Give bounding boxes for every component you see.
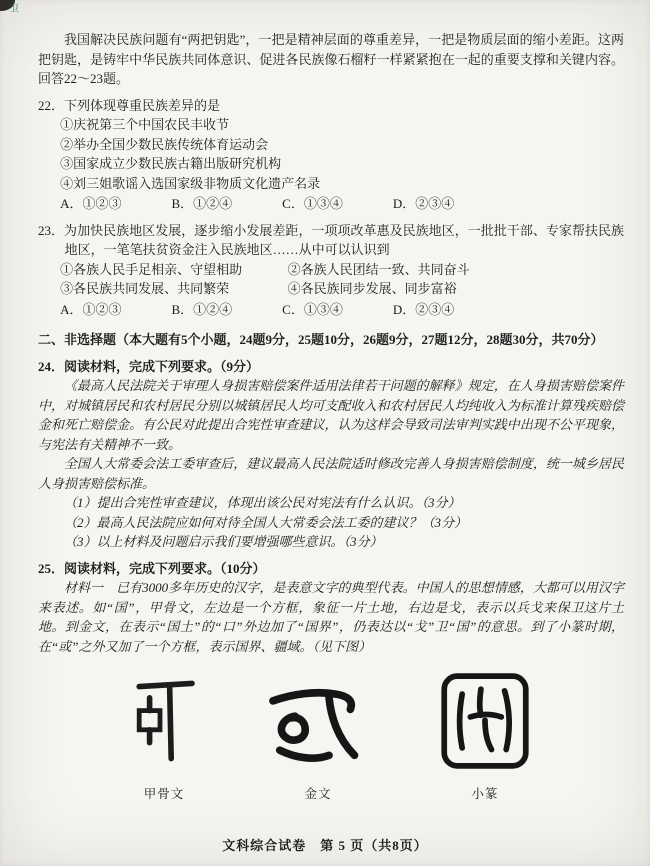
option-item: ②各族人民团结一致、共同奋斗 bbox=[287, 261, 470, 277]
question-23-stem: 23．为加快民族地区发展，逐步缩小发展差距，一项项改革惠及民族地区，一批批干部、专家帮扶民族地区，一笔笔扶贫资金注入民族地区……从中可以认识到 bbox=[38, 222, 624, 257]
small-seal-script-glyph-icon bbox=[436, 668, 534, 774]
question-25-material: 材料一 已有3000多年历史的汉字，是表意文字的典型代表。中国人的思想情感，大都可以用汉字来表述。如“国”，甲骨文，左边是一个方框，象征一片土地，右边是戈，表示以兵戈来保卫这片土地。到金文，在表示“国土”的“口”外边加了“国界”，仍表达以“戈”卫“国”的意思。到了小篆时期，在“或”之外又加了一个方框，表示国界、疆域。（见下图） bbox=[38, 580, 624, 654]
question-25-stem: 25．阅读材料，完成下列要求。（10分） bbox=[38, 560, 266, 576]
question-23-choices bbox=[38, 300, 624, 320]
choice-a: A．①②③ bbox=[60, 196, 122, 211]
oracle-bone-script-glyph-icon bbox=[128, 668, 200, 774]
choice-c: C．①③④ bbox=[282, 196, 343, 211]
question-22 bbox=[38, 96, 624, 214]
subquestion-2: （2）最高人民法院应如何对待全国人大常委会法工委的建议？（3分） bbox=[64, 514, 468, 530]
ancient-script-figure bbox=[38, 668, 624, 804]
subquestion-1: （1）提出合宪性审查建议，体现出该公民对宪法有什么认识。（3分） bbox=[64, 495, 461, 510]
question-22-choices bbox=[38, 194, 624, 214]
choice-b: B．①②④ bbox=[171, 301, 233, 317]
subquestion-3: （3）以上材料及问题启示我们要增强哪些意识。（3分） bbox=[64, 534, 383, 549]
oracle-bone-figure bbox=[128, 668, 200, 804]
question-23-options bbox=[38, 260, 624, 299]
small-seal-label: 小篆 bbox=[471, 787, 499, 801]
bronze-script-figure bbox=[262, 672, 374, 804]
choice-d: D．②③④ bbox=[392, 301, 455, 317]
choice-d: D．②③④ bbox=[392, 196, 455, 211]
option-item: ②举办全国少数民族传统体育运动会 bbox=[60, 136, 269, 152]
question-22-options bbox=[38, 115, 624, 193]
choice-a: A．①②③ bbox=[60, 301, 122, 317]
corner-watermark: 卫 bbox=[9, 4, 19, 15]
option-item: ①各族人民手足相亲、守望相助 bbox=[60, 261, 243, 277]
question-22-stem: 22．下列体现尊重民族差异的是 bbox=[38, 97, 221, 113]
bronze-script-label: 金文 bbox=[304, 787, 332, 801]
question-25 bbox=[38, 559, 624, 657]
bronze-script-glyph-icon bbox=[262, 672, 374, 774]
choice-b: B．①②④ bbox=[171, 196, 233, 211]
option-item: ③国家成立少数民族古籍出版研究机构 bbox=[60, 156, 282, 171]
option-item: ①庆祝第三个中国农民丰收节 bbox=[60, 117, 230, 132]
small-seal-figure bbox=[436, 668, 534, 804]
option-item: ④各民族同步发展、同步富裕 bbox=[287, 281, 457, 296]
option-item: ③各民族共同发展、共同繁荣 bbox=[60, 281, 230, 296]
option-item: ④刘三姐歌谣入选国家级非物质文化遗产名录 bbox=[60, 175, 321, 191]
question-24-stem: 24．阅读材料，完成下列要求。（9分） bbox=[38, 358, 260, 374]
intro-paragraph: 我国解决民族问题有“两把钥匙”，一把是精神层面的尊重差异，一把是物质层面的缩小差距。这两把钥匙，是铸牢中华民族共同体意识、促进各民族像石榴籽一样紧紧抱在一起的重要支撑和关键内容。回答22～23题。 bbox=[38, 32, 624, 86]
oracle-bone-label: 甲骨文 bbox=[143, 787, 185, 801]
question-23 bbox=[38, 221, 624, 320]
question-24-material-1: 《最高人民法院关于审理人身损害赔偿案件适用法律若干问题的解释》规定，在人身损害赔偿案件中，对城镇居民和农村居民分别以城镇居民人均可支配收入和农村居民人均纯收入为标准计算残疾赔偿金和死亡赔偿金。有公民对此提出合宪性审查建议，认为这样会导致司法审判实践中出现不公平现象，与宪法有关精神不一致。 bbox=[38, 378, 624, 452]
question-24-material-2: 全国人大常委会法工委审查后，建议最高人民法院适时修改完善人身损害赔偿制度，统一城乡居民人身损害赔偿标准。 bbox=[38, 456, 624, 491]
choice-c: C．①③④ bbox=[282, 301, 343, 317]
question-24 bbox=[38, 357, 624, 552]
section-2-header: 二、非选择题（本大题有5个小题，24题9分，25题10分，26题9分，27题12分，28题30分，共70分） bbox=[38, 332, 604, 347]
page-footer: 文科综合试卷 第 5 页（共8页） bbox=[222, 837, 428, 853]
question-24-subquestions bbox=[38, 493, 624, 552]
